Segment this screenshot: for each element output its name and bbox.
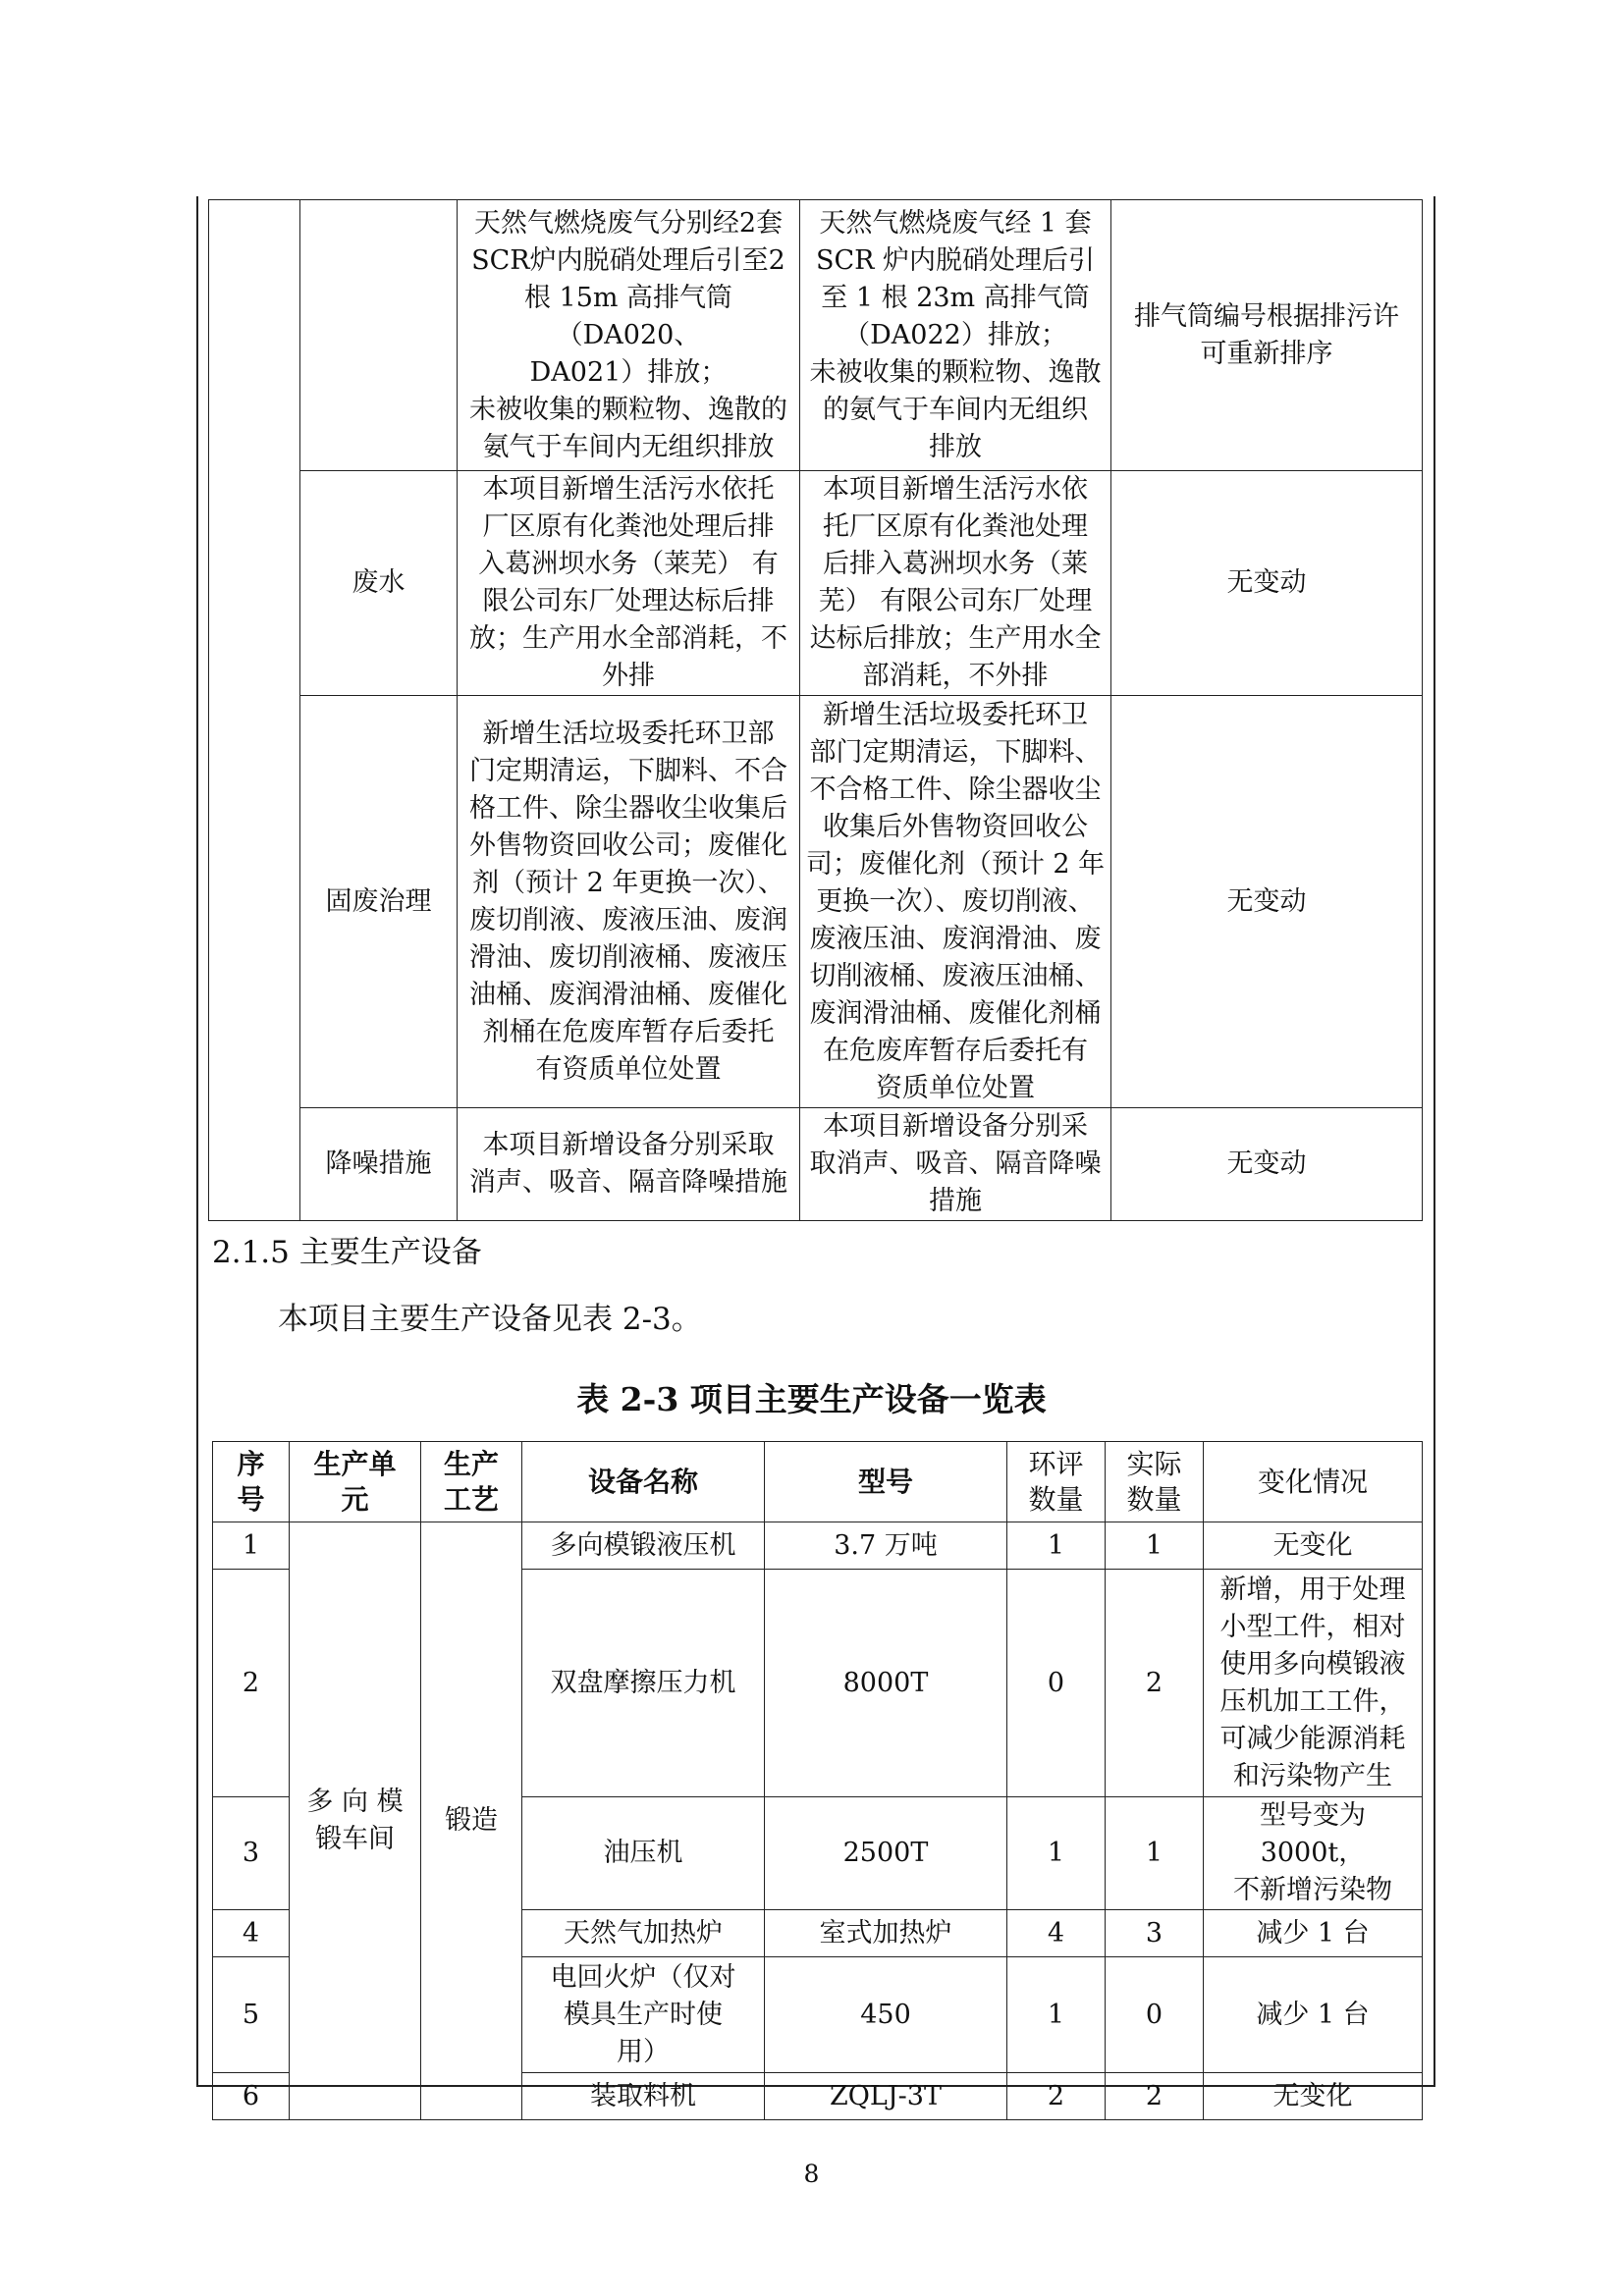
- cell-line: 用）: [617, 2036, 670, 2067]
- table-row: [209, 471, 1423, 696]
- process-cell: 锻造: [421, 1522, 522, 2120]
- cell-line: 可重新排序: [1200, 338, 1333, 369]
- section-paragraph: 本项目主要生产设备见表 2-3。: [278, 1302, 702, 1337]
- eia-cell: [458, 471, 800, 696]
- cell-line: 剂桶在危废库暂存后委托: [482, 1016, 775, 1047]
- cell-line: 门定期清运，下脚料、不合: [469, 755, 787, 786]
- cell-line: 本项目新增生活污水依: [823, 474, 1088, 505]
- cell-line: 措施: [929, 1186, 982, 1216]
- cell-line: 剂（预计 2 年更换一次）、: [472, 867, 784, 898]
- cell-line: 天然气燃烧废气分别经2套: [473, 207, 784, 239]
- cell-line: 格工件、除尘器收尘收集后: [469, 792, 787, 824]
- equipment-name-cell: [522, 1797, 765, 1910]
- cell-line: 排放: [929, 431, 982, 462]
- cell-line: SCR 炉内脱硝处理后引: [815, 244, 1096, 276]
- cell-line: 滑油、废切削液桶、废液压: [469, 941, 787, 973]
- cell-line: 减少 1 台: [1256, 1999, 1370, 2030]
- cell-line: 本项目新增设备分别采: [823, 1111, 1088, 1142]
- cell-line: 消声、吸音、隔音降噪措施: [469, 1167, 787, 1198]
- header-process: 生产 工艺: [421, 1442, 522, 1522]
- cell-line: 资质单位处置: [876, 1072, 1035, 1103]
- actual-qty-cell: 1: [1106, 1797, 1204, 1910]
- cell-line: 锻车间: [315, 1824, 395, 1854]
- eia-cell: [458, 1108, 800, 1221]
- actual-qty-cell: 3: [1106, 1910, 1204, 1957]
- actual-qty-cell: 0: [1106, 1957, 1204, 2073]
- cell-line: 天然气燃烧废气经 1 套: [819, 207, 1092, 239]
- cell-line: 不新增污染物: [1233, 1875, 1392, 1905]
- actual-cell: [800, 200, 1111, 471]
- table-caption: 表 2-3 项目主要生产设备一览表: [576, 1380, 1047, 1418]
- change-cell: [1111, 696, 1423, 1108]
- model-cell: ZQLJ-3T: [765, 2073, 1007, 2120]
- cell-line: 压机加工工件，: [1219, 1685, 1406, 1717]
- equipment-name-cell: [522, 1570, 765, 1797]
- change-cell: [1111, 471, 1423, 696]
- cell-line: 的氨气于车间内无组织: [823, 394, 1088, 425]
- cell-line: 放；生产用水全部消耗，不: [469, 623, 787, 654]
- actual-qty-cell: 1: [1106, 1522, 1204, 1570]
- cell-line: 有资质单位处置: [535, 1053, 722, 1085]
- cell-line: 未被收集的颗粒物、逸散: [809, 356, 1102, 388]
- row-no-cell: 5: [213, 1957, 290, 2073]
- cell-line: 收集后外售物资回收公: [823, 811, 1088, 842]
- page-number: 8: [803, 2160, 820, 2188]
- row-no-cell: 6: [213, 2073, 290, 2120]
- cell-line: 多 向 模: [306, 1787, 404, 1817]
- eia-cell: [458, 696, 800, 1108]
- actual-cell: [800, 1108, 1111, 1221]
- cell-line: 废切削液、废液压油、废润: [469, 904, 787, 935]
- cell-line: 在危废库暂存后委托有: [823, 1035, 1088, 1066]
- cell-line: 未被收集的颗粒物、逸散的: [469, 394, 787, 425]
- header-unit: 生产单 元: [290, 1442, 421, 1522]
- cell-line: 本项目新增生活污水依托: [482, 474, 775, 505]
- cell-line: 双盘摩擦压力机: [550, 1667, 736, 1698]
- category-cell: 废水: [300, 471, 458, 696]
- cell-line: 型号变为 3000t，: [1260, 1800, 1366, 1868]
- cell-line: 部消耗，不外排: [862, 661, 1049, 691]
- header-name: 设备名称: [522, 1442, 765, 1522]
- category-cell: [300, 200, 458, 471]
- category-cell: 降噪措施: [300, 1108, 458, 1221]
- cell-line: 切削液桶、废液压油桶、: [809, 960, 1102, 991]
- table-row: [213, 1522, 1423, 1570]
- header-change: 变化情况: [1204, 1442, 1423, 1522]
- cell-line: 不合格工件、除尘器收尘: [809, 774, 1102, 805]
- cell-line: 后排入葛洲坝水务（莱: [823, 549, 1088, 579]
- cell-line: 氨气于车间内无组织排放: [482, 431, 775, 462]
- cell-line: 本项目新增设备分别采取: [482, 1130, 775, 1160]
- cell-line: 托厂区原有化粪池处理: [823, 511, 1088, 542]
- cell-line: 电回火炉（仅对: [550, 1961, 736, 1993]
- row-no-cell: 3: [213, 1797, 290, 1910]
- row-no-cell: 4: [213, 1910, 290, 1957]
- header-eia-qty: 环评 数量: [1007, 1442, 1106, 1522]
- table-row: [209, 200, 1423, 471]
- cell-line: 无变化: [1272, 1529, 1353, 1561]
- equipment-table: [212, 1441, 1423, 2120]
- cell-line: 新增生活垃圾委托环卫: [823, 699, 1088, 730]
- cell-line: 使用多向模锻液: [1219, 1648, 1406, 1680]
- eia-qty-cell: 0: [1007, 1570, 1106, 1797]
- eia-qty-cell: 1: [1007, 1797, 1106, 1910]
- row-no-cell: 2: [213, 1570, 290, 1797]
- cell-line: SCR炉内脱硝处理后引至2: [471, 244, 785, 276]
- eia-qty-cell: 1: [1007, 1957, 1106, 2073]
- change-cell: [1204, 1522, 1423, 1570]
- eia-qty-cell: 1: [1007, 1522, 1106, 1570]
- change-cell: [1204, 1570, 1423, 1797]
- cell-line: 多向模锻液压机: [550, 1529, 736, 1561]
- cell-line: 无变化: [1272, 2080, 1353, 2111]
- cell-line: 废液压油、废润滑油、废: [809, 923, 1102, 954]
- section-heading: 2.1.5 主要生产设备: [212, 1235, 482, 1270]
- actual-cell: [800, 471, 1111, 696]
- change-cell: [1204, 1957, 1423, 2073]
- actual-qty-cell: 2: [1106, 1570, 1204, 1797]
- model-cell: 2500T: [765, 1797, 1007, 1910]
- cell-line: （DA022）排放；: [843, 319, 1067, 350]
- category-cell: 固废治理: [300, 696, 458, 1108]
- table-row: [209, 696, 1423, 1108]
- eia-qty-cell: 2: [1007, 2073, 1106, 2120]
- cell-line: 小型工件，相对: [1219, 1611, 1406, 1642]
- model-cell: 450: [765, 1957, 1007, 2073]
- blank-cell: [209, 200, 300, 1221]
- cell-line: 新增生活垃圾委托环卫部: [482, 718, 775, 749]
- model-cell: 3.7 万吨: [765, 1522, 1007, 1570]
- cell-line: 限公司东厂处理达标后排: [482, 586, 775, 616]
- actual-qty-cell: 2: [1106, 2073, 1204, 2120]
- cell-line: 天然气加热炉: [564, 1917, 723, 1949]
- cell-line: 入葛洲坝水务（莱芜） 有: [478, 549, 779, 579]
- header-no: 序 号: [213, 1442, 290, 1522]
- cell-line: 废润滑油桶、废催化剂桶: [809, 997, 1102, 1029]
- cell-line: 可减少能源消耗: [1219, 1723, 1406, 1754]
- cell-line: 装取料机: [590, 2080, 696, 2111]
- cell-line: 无变动: [1226, 567, 1307, 598]
- change-cell: [1204, 1910, 1423, 1957]
- eia-cell: [458, 200, 800, 471]
- cell-line: 外排: [602, 661, 655, 691]
- cell-line: 排气筒编号根据排污许: [1134, 300, 1399, 332]
- cell-line: 达标后排放；生产用水全: [809, 623, 1102, 654]
- cell-line: 根 15m 高排气筒（DA020、: [523, 282, 733, 350]
- equipment-name-cell: [522, 1910, 765, 1957]
- cell-line: 厂区原有化粪池处理后排: [482, 511, 775, 542]
- cell-line: 新增，用于处理: [1219, 1574, 1406, 1605]
- table-row: [209, 1108, 1423, 1221]
- equipment-name-cell: [522, 1522, 765, 1570]
- table-header-row: [213, 1442, 1423, 1522]
- cell-line: 和污染物产生: [1233, 1760, 1392, 1791]
- change-cell: [1111, 200, 1423, 471]
- unit-cell: [290, 1522, 421, 2120]
- cell-line: 无变动: [1226, 885, 1307, 917]
- row-no-cell: 1: [213, 1522, 290, 1570]
- header-model: 型号: [765, 1442, 1007, 1522]
- model-cell: 室式加热炉: [765, 1910, 1007, 1957]
- cell-line: 芜） 有限公司东厂处理: [818, 586, 1093, 616]
- cell-line: 无变动: [1226, 1148, 1307, 1179]
- cell-line: 司；废催化剂（预计 2 年: [805, 848, 1106, 880]
- cell-line: 部门定期清运，下脚料、: [809, 736, 1102, 768]
- cell-line: 更换一次）、废切削液、: [816, 885, 1095, 917]
- model-cell: 8000T: [765, 1570, 1007, 1797]
- pollution-control-table: [208, 199, 1423, 1221]
- cell-line: 至 1 根 23m 高排气筒: [821, 282, 1090, 313]
- header-actual-qty: 实际 数量: [1106, 1442, 1204, 1522]
- cell-line: 取消声、吸音、隔音降噪: [809, 1148, 1102, 1179]
- cell-line: DA021）排放；: [529, 356, 728, 388]
- cell-line: 减少 1 台: [1256, 1917, 1370, 1949]
- change-cell: [1204, 1797, 1423, 1910]
- eia-qty-cell: 4: [1007, 1910, 1106, 1957]
- equipment-name-cell: [522, 1957, 765, 2073]
- equipment-name-cell: [522, 2073, 765, 2120]
- cell-line: 外售物资回收公司；废催化: [469, 829, 787, 861]
- cell-line: 油压机: [603, 1838, 683, 1868]
- change-cell: [1204, 2073, 1423, 2120]
- cell-line: 模具生产时使: [564, 1999, 723, 2030]
- actual-cell: [800, 696, 1111, 1108]
- cell-line: 油桶、废润滑油桶、废催化: [469, 979, 787, 1010]
- change-cell: [1111, 1108, 1423, 1221]
